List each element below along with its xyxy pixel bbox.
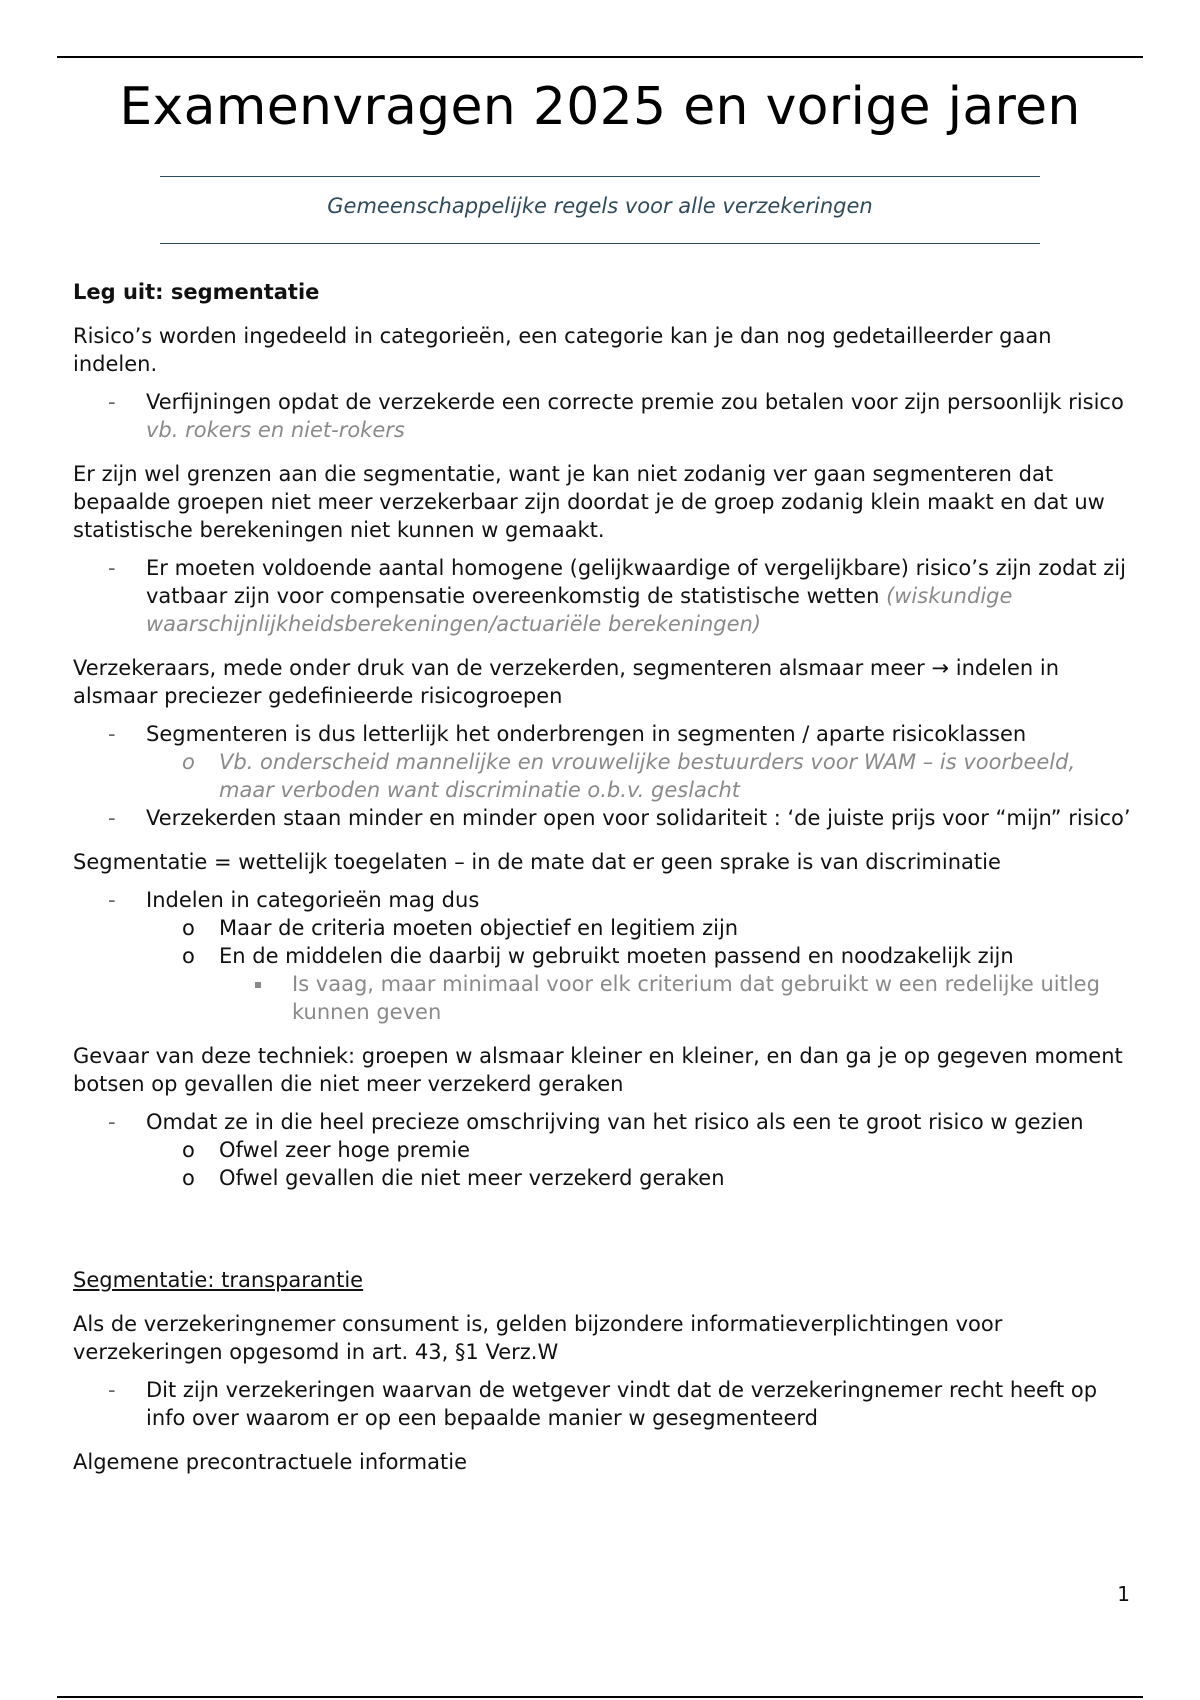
bullet-list bbox=[73, 554, 1133, 638]
dash-bullet: - bbox=[108, 556, 116, 580]
square-bullet-icon bbox=[255, 970, 261, 998]
paragraph: Als de verzekeringnemer consument is, gelden bijzondere informatieverplichtingen voor verzekeringen opgesomd in art. 43, §1 Verz.W bbox=[73, 1312, 1003, 1364]
sub-list bbox=[146, 914, 1133, 1026]
paragraph: Algemene precontractuele informatie bbox=[73, 1450, 467, 1474]
sub-list-item-text: Ofwel zeer hoge premie bbox=[219, 1138, 471, 1162]
circle-bullet: o bbox=[182, 1138, 195, 1162]
bullet-list bbox=[73, 886, 1133, 1026]
dash-bullet: - bbox=[108, 888, 116, 912]
subtitle: Gemeenschappelijke regels voor alle verzekeringen bbox=[327, 194, 873, 218]
sub-list-item bbox=[146, 1136, 1133, 1164]
bullet-list bbox=[73, 720, 1133, 832]
sub-list bbox=[146, 1136, 1133, 1192]
sub-list bbox=[146, 748, 1133, 804]
list-item-text: Indelen in categorieën mag dus bbox=[146, 888, 480, 912]
subtitle-rule-bottom bbox=[160, 243, 1040, 244]
sub-list-item bbox=[146, 1164, 1133, 1192]
sub-list-item-text: Maar de criteria moeten objectief en legitiem zijn bbox=[219, 916, 739, 940]
sub-list-item-text: En de middelen die daarbij w gebruikt moeten passend en noodzakelijk zijn bbox=[219, 944, 1014, 968]
dash-bullet: - bbox=[108, 722, 116, 746]
example-text: vb. rokers en niet-rokers bbox=[146, 418, 405, 442]
sub-list-item bbox=[146, 914, 1133, 942]
dash-bullet: - bbox=[108, 390, 116, 414]
document-body bbox=[73, 278, 1133, 1492]
list-item-text: Dit zijn verzekeringen waarvan de wetgever vindt dat de verzekeringnemer recht heeft op info over waarom er op een bepaalde manier w gesegmenteerd bbox=[146, 1378, 1098, 1430]
paragraph: Er zijn wel grenzen aan die segmentatie, want je kan niet zodanig ver gaan segmenteren dat bepaalde groepen niet meer verzekerbaar zijn doordat je de groep zodanig klein maakt en dat uw statistische berekeningen niet kunnen w gemaakt. bbox=[73, 462, 1105, 542]
bullet-list bbox=[73, 388, 1133, 444]
list-item-text: Er moeten voldoende aantal homogene (gelijkwaardige of vergelijkbare) risico’s zijn zodat zij vatbaar zijn voor compensatie overeenkomstig de statistische wetten bbox=[146, 556, 1126, 608]
list-item bbox=[73, 804, 1133, 832]
list-item bbox=[73, 1108, 1133, 1192]
list-item bbox=[73, 1376, 1133, 1432]
list-item-text: Omdat ze in die heel precieze omschrijving van het risico als een te groot risico w gezien bbox=[146, 1110, 1084, 1134]
page-title: Examenvragen 2025 en vorige jaren bbox=[119, 77, 1081, 137]
list-item bbox=[73, 886, 1133, 1026]
paragraph: Risico’s worden ingedeeld in categorieën, een categorie kan je dan nog gedetailleerder gaan indelen. bbox=[73, 324, 1052, 376]
bullet-list bbox=[73, 1376, 1133, 1432]
page-number: 1 bbox=[1117, 1582, 1130, 1606]
sub-sub-list-item bbox=[219, 970, 1133, 1026]
section-heading-transparantie: Segmentatie: transparantie bbox=[73, 1268, 364, 1292]
list-item-text: Segmenteren is dus letterlijk het onderbrengen in segmenten / aparte risicoklassen bbox=[146, 722, 1027, 746]
sub-list-item-text: Ofwel gevallen die niet meer verzekerd geraken bbox=[219, 1166, 725, 1190]
dash-bullet: - bbox=[108, 1110, 116, 1134]
section-heading-segmentatie: Leg uit: segmentatie bbox=[73, 280, 320, 304]
sub-sub-list bbox=[219, 970, 1133, 1026]
subtitle-rule-top bbox=[160, 176, 1040, 177]
paragraph: Verzekeraars, mede onder druk van de verzekerden, segmenteren alsmaar meer → indelen in alsmaar preciezer gedefinieerde risicogroepen bbox=[73, 656, 1060, 708]
circle-bullet: o bbox=[182, 750, 195, 774]
sub-list-item bbox=[146, 748, 1133, 804]
bottom-rule bbox=[57, 1696, 1143, 1698]
list-item-text: Verfijningen opdat de verzekerde een correcte premie zou betalen voor zijn persoonlijk risico bbox=[146, 390, 1124, 414]
sub-list-item bbox=[146, 942, 1133, 1026]
note-text: (wiskundige waarschijnlijkheidsberekeningen/actuariële berekeningen) bbox=[146, 584, 1013, 636]
dash-bullet: - bbox=[108, 806, 116, 830]
sub-sub-list-item-text: Is vaag, maar minimaal voor elk criterium dat gebruikt w een redelijke uitleg kunnen geven bbox=[292, 972, 1100, 1024]
circle-bullet: o bbox=[182, 916, 195, 940]
list-item-text: Verzekerden staan minder en minder open voor solidariteit : ‘de juiste prijs voor “mijn” risico’ bbox=[146, 806, 1131, 830]
list-item bbox=[73, 720, 1133, 804]
top-rule bbox=[57, 56, 1143, 58]
paragraph: Gevaar van deze techniek: groepen w alsmaar kleiner en kleiner, en dan ga je op gegeven moment botsen op gevallen die niet meer verzekerd geraken bbox=[73, 1044, 1123, 1096]
list-item bbox=[73, 388, 1133, 444]
circle-bullet: o bbox=[182, 1166, 195, 1190]
circle-bullet: o bbox=[182, 944, 195, 968]
list-item bbox=[73, 554, 1133, 638]
dash-bullet: - bbox=[108, 1378, 116, 1402]
bullet-list bbox=[73, 1108, 1133, 1192]
paragraph: Segmentatie = wettelijk toegelaten – in de mate dat er geen sprake is van discriminatie bbox=[73, 850, 1001, 874]
spacer bbox=[73, 1208, 1133, 1266]
example-text: Vb. onderscheid mannelijke en vrouwelijke bestuurders voor WAM – is voorbeeld, maar verboden want discriminatie o.b.v. geslacht bbox=[219, 750, 1076, 802]
